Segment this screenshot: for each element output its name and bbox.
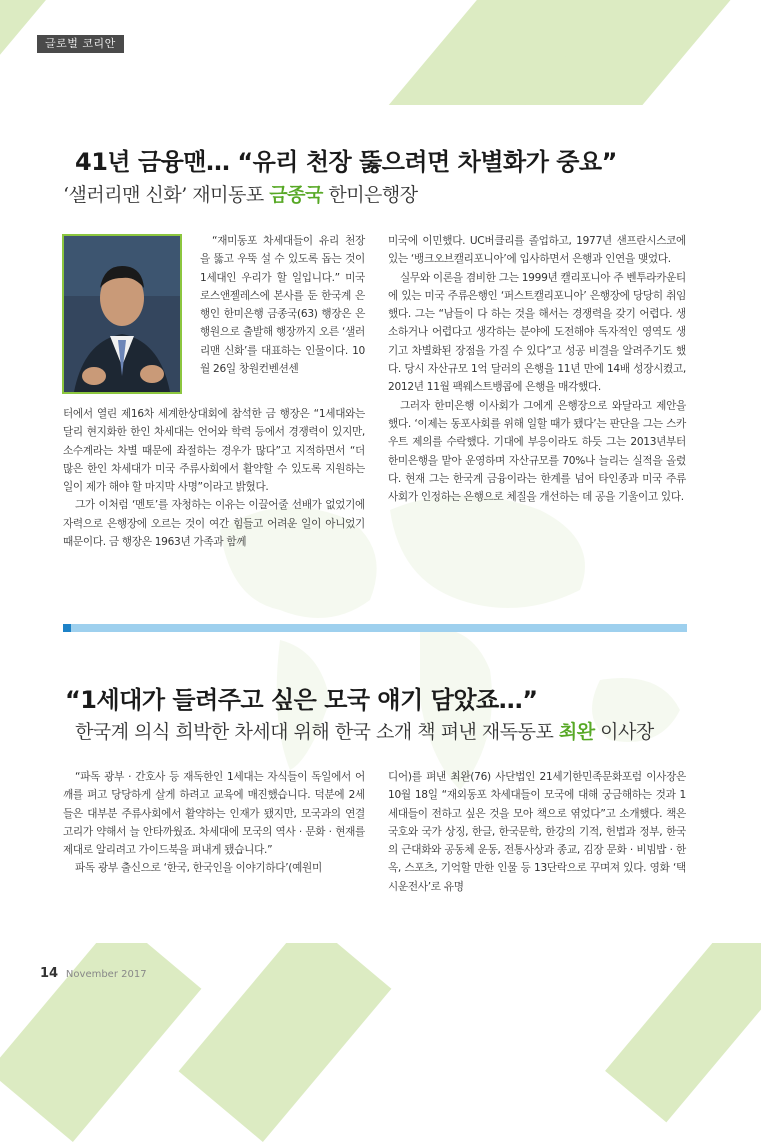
paragraph: 그가 이처럼 ‘멘토’를 자청하는 이유는 이끌어줄 선배가 없었기에 자력으로 은행장에 오르는 것이 여간 힘들고 어려운 일이 아니었기 때문이다. 금 행장은 1963년 가족과 함께 [63,499,365,549]
section-divider-marker [63,624,71,632]
section-tag: 글로벌 코리안 [37,35,124,53]
bg-stripe [179,918,392,1142]
article2-subheadline [75,717,654,744]
article2-headline: “1세대가 들려주고 싶은 모국 얘기 담았죠…” [65,686,538,714]
page-number: 14 [40,966,59,981]
page-footer [40,966,147,981]
article2-sub-prefix: 한국계 의식 희박한 차세대 위해 한국 소개 책 펴낸 재독동포 [75,721,559,743]
paragraph: “재미동포 차세대들이 유리 천장을 뚫고 우뚝 설 수 있도록 돕는 것이 1세대인 우리가 할 일입니다.” 미국 로스앤젤레스에 본사를 둔 한국계 은행인 한미은행 금종국(63) 행장은 은행원으로 출발해 행장까지 오른 ‘샐러리맨 신화’를 대표하는 인물이다. 10월 26일 창원컨벤션센 [200,235,365,376]
article1-column1-bottom [63,405,365,551]
portrait-illustration [64,236,180,392]
article1-sub-prefix: ‘샐러리맨 신화’ 재미동포 [63,184,270,206]
bg-stripe [605,918,761,1123]
paragraph: “파독 광부 · 간호사 등 재독한인 1세대는 자식들이 독일에서 어깨를 펴고 당당하게 살게 하려고 교육에 매진했습니다. 덕분에 2세들은 대부분 주류사회에서 활약하는 인재가 됐지만, 모국과의 연결고리가 약해서 늘 안타까웠죠. 차세대에 모국의 역사 · 문화 · 현재를 제대로 알리려고 가이드북을 펴내게 됐습니다.” [63,771,365,857]
article2-column2 [388,768,686,896]
article1-headline: 41년 금융맨… “유리 천장 뚫으려면 차별화가 중요” [75,148,617,176]
paragraph: 파독 광부 출신으로 ‘한국, 한국인을 이야기하다’(예원미 [75,862,322,875]
article1-column2 [388,232,686,506]
article2-sub-name: 최완 [558,721,595,743]
issue-date: November 2017 [65,969,147,980]
article1-sub-suffix: 한미은행장 [322,184,418,206]
article2-sub-suffix: 이사장 [594,721,654,743]
paragraph: 디어)를 펴낸 최완(76) 사단법인 21세기한민족문화포럼 이사장은 10월 18일 “재외동포 차세대들이 모국에 대해 궁금해하는 것과 1세대들이 전하고 싶은 것을 모아 책으로 엮었다”고 소개했다. 책은 국호와 국가 상징, 한글, 한국문학, 한강의 기적, 헌법과 정부, 한국의 근대화와 공동체 운동, 전통사상과 종교, 김장 문화 · 비빔밥 · 한옥, 스포츠, 기억할 만한 인물 등 13단락으로 꾸며져 있다. 영화 ‘택시운전사’로 유명 [388,771,686,893]
article2-column1 [63,768,365,878]
section-divider [63,624,687,632]
portrait-photo [62,234,182,394]
article1-subheadline [63,180,418,207]
paragraph: 미국에 이민했다. UC버클리를 졸업하고, 1977년 샌프란시스코에 있는 ‘뱅크오브캘리포니아’에 입사하면서 은행과 인연을 맺었다. [388,235,686,266]
article1-column1-top [200,232,365,378]
bg-stripe [0,918,201,1142]
paragraph: 터에서 열린 제16차 세계한상대회에 참석한 금 행장은 “1세대와는 달리 현지화한 한인 차세대는 언어와 학력 등에서 경쟁력이 있지만, 소수계라는 차별 때문에 좌절하는 경우가 많다”고 지적하면서 “더 많은 한인 차세대가 미국 주류사회에서 활약할 수 있도록 지원하는 일이 제가 해야 할 마지막 사명”이라고 밝혔다. [63,408,365,494]
paragraph: 그러자 한미은행 이사회가 그에게 은행장으로 와달라고 제안을 했다. ‘이제는 동포사회를 위해 일할 때가 됐다’는 판단을 그는 스카우트 제의를 수락했다. 기대에 부응이라도 하듯 그는 2013년부터 한미은행을 맡아 운영하며 자산규모를 70%나 늘리는 실적을 올렸다. 현재 그는 한국계 금융이라는 한계를 넘어 타인종과 미국 주류사회가 인정하는 은행으로 체질을 개선하는 데 공을 기울이고 있다. [388,399,686,504]
paragraph: 실무와 이론을 겸비한 그는 1999년 캘리포니아 주 벤투라카운티에 있는 미국 주류은행인 ‘퍼스트캘리포니아’ 은행장에 당당히 취임했다. 그는 “남들이 다 하는 것을 해서는 경쟁력을 갖기 어렵다. 생소하거나 어렵다고 생각하는 분야에 도전해야 독자적인 영역도 생기고 차별화된 장점을 가질 수 있다”고 성공 비결을 알려주기도 했다. 당시 자산규모 1억 달러의 은행을 11년 만에 14배 성장시켰고, 2012년 11월 팩웨스트뱅콥에 은행을 매각했다. [388,271,686,394]
article1-sub-name: 금종국 [269,184,323,206]
